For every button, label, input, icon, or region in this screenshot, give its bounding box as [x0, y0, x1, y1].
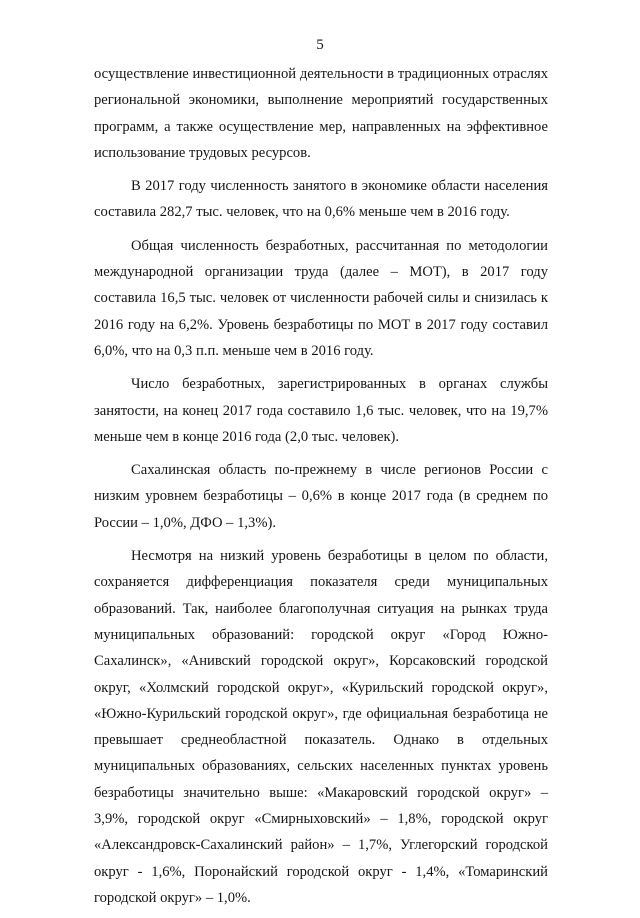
paragraph-continuation: осуществление инвестиционной деятельности в традиционных отраслях региональной экономики, выполнение мероприятий государственных программ, а также осуществление мер, направленных на эффективное использование трудовых ресурсов. — [94, 66, 548, 161]
document-body — [94, 61, 548, 918]
page-number: 5 — [316, 37, 324, 53]
paragraph-unemployment-ilo: Общая численность безработных, рассчитанная по методологии международной организации труда (далее – МОТ), в 2017 году составила 16,5 тыс. человек от численности рабочей силы и снизилась к 2016 году на 6,2%. Уровень безработицы по МОТ в 2017 году составил 6,0%, что на 0,3 п.п. меньше чем в 2016 году. — [94, 237, 548, 359]
paragraph-employment: В 2017 году численность занятого в экономике области населения составила 282,7 тыс. человек, что на 0,6% меньше чем в 2016 году. — [94, 178, 548, 221]
paragraph-registered-unemployed: Число безработных, зарегистрированных в органах службы занятости, на конец 2017 года составило 1,6 тыс. человек, что на 19,7% меньше чем в конце 2016 года (2,0 тыс. человек). — [94, 376, 548, 445]
paragraph-regional-comparison: Сахалинская область по-прежнему в числе регионов России с низким уровнем безработицы – 0,6% в конце 2017 года (в среднем по России – 1,0%, ДФО – 1,3%). — [94, 462, 548, 531]
paragraph-municipal-differentiation: Несмотря на низкий уровень безработицы в целом по области, сохраняется дифференциация показателя среди муниципальных образований. Так, наиболее благополучная ситуация на рынках труда муниципальных образований: городской округ «Город Южно-Сахалинск», «Анивский городской округ», Корсаковский городской округ, «Холмский городской округ», «Курильский городской округ», «Южно-Курильский городской округ», где официальная безработица не превышает среднеобластной показатель. Однако в отдельных муниципальных образованиях, сельских населенных пунктах уровень безработицы значительно выше: «Макаровский городской округ» – 3,9%, городской округ «Смирныховский» – 1,8%, городской округ «Александровск-Сахалинский район» – 1,7%, Углегорский городской округ - 1,6%, Поронайский городской округ - 1,4%, «Томаринский городской округ» – 1,0%. — [94, 548, 548, 906]
